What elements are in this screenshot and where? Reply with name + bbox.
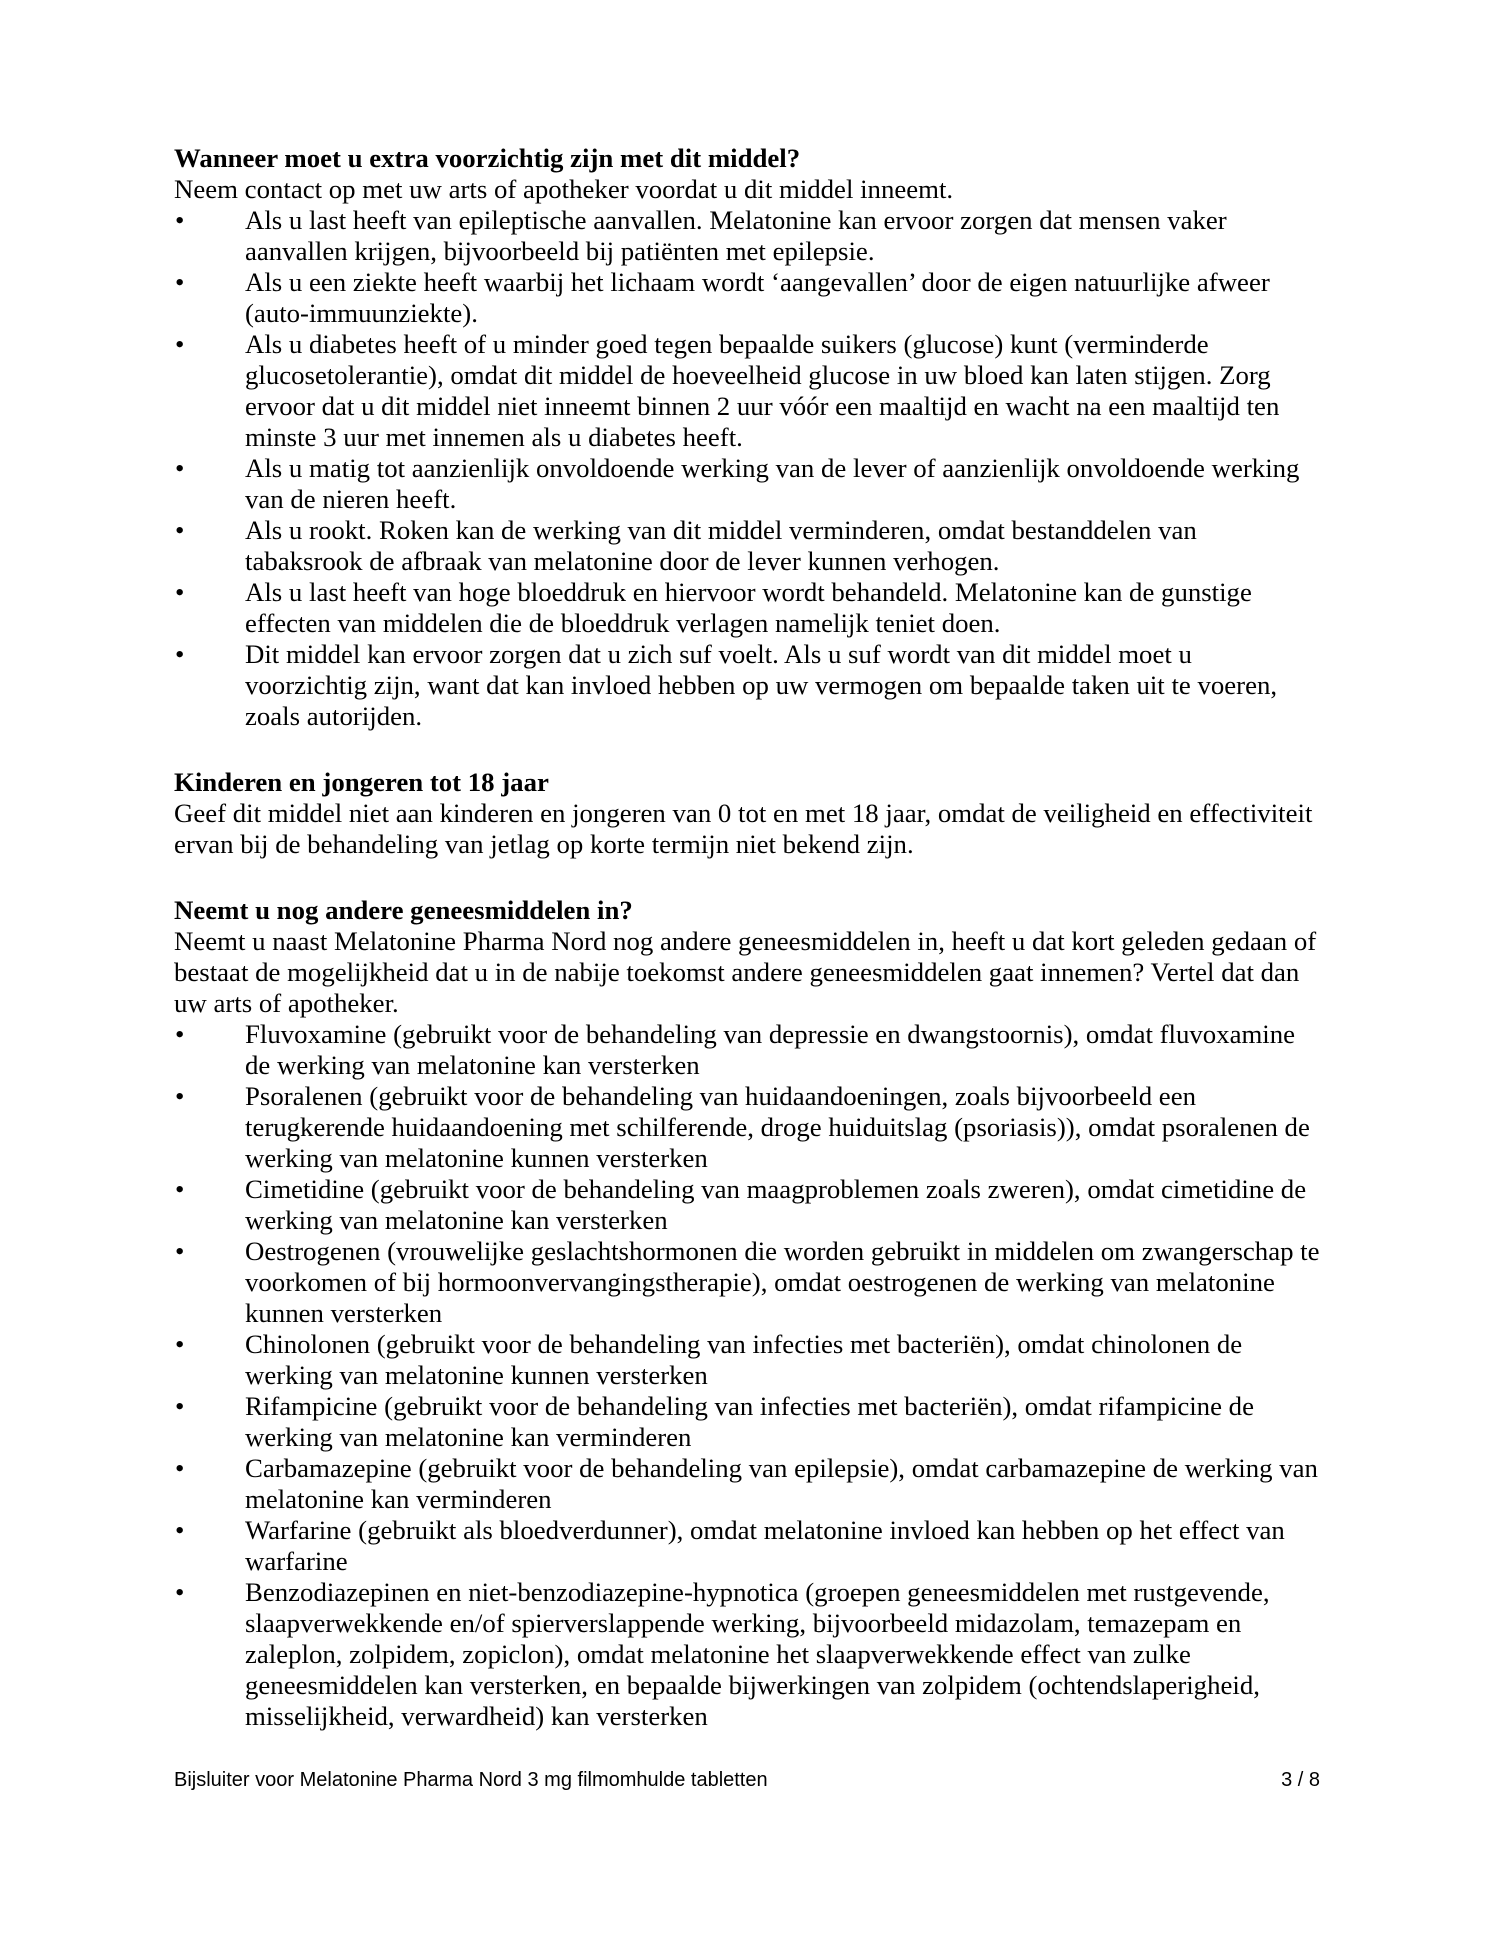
list-item — [174, 1577, 1320, 1732]
list-item-text: Fluvoxamine (gebruikt voor de behandeling van depressie en dwangstoornis), omdat fluvoxamine de werking van melatonine kan versterken — [245, 1019, 1296, 1080]
bullet-icon: • — [175, 1453, 185, 1483]
children-section-heading: Kinderen en jongeren tot 18 jaar — [174, 767, 549, 797]
list-item-text: Cimetidine (gebruikt voor de behandeling van maagproblemen zoals zweren), omdat cimetidine de werking van melatonine kan versterken — [245, 1174, 1307, 1235]
bullet-icon: • — [175, 329, 185, 359]
bullet-icon: • — [175, 1236, 185, 1266]
section-spacer — [174, 860, 1320, 895]
list-item-text: Als u matig tot aanzienlijk onvoldoende werking van de lever of aanzienlijk onvoldoende werking van de nieren heeft. — [245, 453, 1300, 514]
footer-page-number: 3 / 8 — [1281, 1769, 1320, 1791]
list-item — [174, 453, 1320, 515]
interactions-bullet-list — [174, 1019, 1320, 1732]
interactions-intro: Neemt u naast Melatonine Pharma Nord nog andere geneesmiddelen in, heeft u dat kort geleden gedaan of bestaat de mogelijkheid dat u in de nabije toekomst andere geneesmiddelen gaat innemen? Vertel dat dan uw arts of apotheker. — [174, 926, 1317, 1018]
list-item-text: Benzodiazepinen en niet-benzodiazepine-hypnotica (groepen geneesmiddelen met rustgevende, slaapverwekkende en/of spierverslappende werking, bijvoorbeeld midazolam, temazepam en zaleplon, zolpidem, zopiclon), omdat melatonine het slaapverwekkende effect van zulke geneesmiddelen kan versterken, en bepaalde bijwerkingen van zolpidem (ochtendslaperigheid, misselijkheid, verwardheid) kan versterken — [245, 1577, 1270, 1731]
interactions-section-heading: Neemt u nog andere geneesmiddelen in? — [174, 895, 633, 925]
list-item — [174, 1453, 1320, 1515]
list-item — [174, 267, 1320, 329]
bullet-icon: • — [175, 1081, 185, 1111]
bullet-icon: • — [175, 1515, 185, 1545]
bullet-icon: • — [175, 515, 185, 545]
list-item-text: Als u last heeft van epileptische aanvallen. Melatonine kan ervoor zorgen dat mensen vaker aanvallen krijgen, bijvoorbeeld bij patiënten met epilepsie. — [245, 205, 1227, 266]
list-item-text: Dit middel kan ervoor zorgen dat u zich suf voelt. Als u suf wordt van dit middel moet u voorzichtig zijn, want dat kan invloed hebben op uw vermogen om bepaalde taken uit te voeren, zoals autorijden. — [245, 639, 1278, 731]
list-item-text: Als u last heeft van hoge bloeddruk en hiervoor wordt behandeld. Melatonine kan de gunstige effecten van middelen die de bloeddruk verlagen namelijk teniet doen. — [245, 577, 1252, 638]
list-item-text: Psoralenen (gebruikt voor de behandeling van huidaandoeningen, zoals bijvoorbeeld een terugkerende huidaandoening met schilferende, droge huiduitslag (psoriasis)), omdat psoralenen de werking van melatonine kunnen versterken — [245, 1081, 1310, 1173]
warnings-bullet-list — [174, 205, 1320, 732]
list-item — [174, 577, 1320, 639]
list-item-text: Als u rookt. Roken kan de werking van dit middel verminderen, omdat bestanddelen van tabaksrook de afbraak van melatonine door de lever kunnen verhogen. — [245, 515, 1197, 576]
warnings-intro: Neem contact op met uw arts of apotheker voordat u dit middel inneemt. — [174, 174, 954, 204]
bullet-icon: • — [175, 1391, 185, 1421]
bullet-icon: • — [175, 1174, 185, 1204]
section-spacer — [174, 732, 1320, 767]
bullet-icon: • — [175, 267, 185, 297]
list-item-text: Carbamazepine (gebruikt voor de behandeling van epilepsie), omdat carbamazepine de werking van melatonine kan verminderen — [245, 1453, 1318, 1514]
list-item — [174, 639, 1320, 732]
list-item — [174, 329, 1320, 453]
page-footer — [174, 1768, 1320, 1792]
list-item — [174, 1329, 1320, 1391]
list-item-text: Als u diabetes heeft of u minder goed tegen bepaalde suikers (glucose) kunt (verminderde glucosetolerantie), omdat dit middel de hoeveelheid glucose in uw bloed kan laten stijgen. Zorg ervoor dat u dit middel niet inneemt binnen 2 uur vóór een maaltijd en wacht na een maaltijd ten minste 3 uur met innemen als u diabetes heeft. — [245, 329, 1280, 452]
children-section-body: Geef dit middel niet aan kinderen en jongeren van 0 tot en met 18 jaar, omdat de veiligheid en effectiviteit ervan bij de behandeling van jetlag op korte termijn niet bekend zijn. — [174, 798, 1313, 859]
list-item — [174, 515, 1320, 577]
page-content — [174, 143, 1320, 1732]
bullet-icon: • — [175, 577, 185, 607]
list-item — [174, 1081, 1320, 1174]
list-item — [174, 1391, 1320, 1453]
bullet-icon: • — [175, 205, 185, 235]
list-item — [174, 1236, 1320, 1329]
list-item — [174, 1515, 1320, 1577]
list-item-text: Als u een ziekte heeft waarbij het lichaam wordt ‘aangevallen’ door de eigen natuurlijke afweer (auto-immuunziekte). — [245, 267, 1270, 328]
bullet-icon: • — [175, 453, 185, 483]
list-item-text: Chinolonen (gebruikt voor de behandeling van infecties met bacteriën), omdat chinolonen de werking van melatonine kunnen versterken — [245, 1329, 1243, 1390]
bullet-icon: • — [175, 1019, 185, 1049]
warnings-section-heading: Wanneer moet u extra voorzichtig zijn met dit middel? — [174, 143, 801, 173]
list-item-text: Oestrogenen (vrouwelijke geslachtshormonen die worden gebruikt in middelen om zwangerschap te voorkomen of bij hormoonvervangingstherapie), omdat oestrogenen de werking van melatonine kunnen versterken — [245, 1236, 1320, 1328]
footer-document-title: Bijsluiter voor Melatonine Pharma Nord 3 mg filmomhulde tabletten — [174, 1769, 768, 1791]
list-item-text: Warfarine (gebruikt als bloedverdunner), omdat melatonine invloed kan hebben op het effect van warfarine — [245, 1515, 1285, 1576]
list-item — [174, 1019, 1320, 1081]
bullet-icon: • — [175, 1329, 185, 1359]
list-item — [174, 1174, 1320, 1236]
bullet-icon: • — [175, 1577, 185, 1607]
list-item — [174, 205, 1320, 267]
bullet-icon: • — [175, 639, 185, 669]
list-item-text: Rifampicine (gebruikt voor de behandeling van infecties met bacteriën), omdat rifampicine de werking van melatonine kan verminderen — [245, 1391, 1254, 1452]
